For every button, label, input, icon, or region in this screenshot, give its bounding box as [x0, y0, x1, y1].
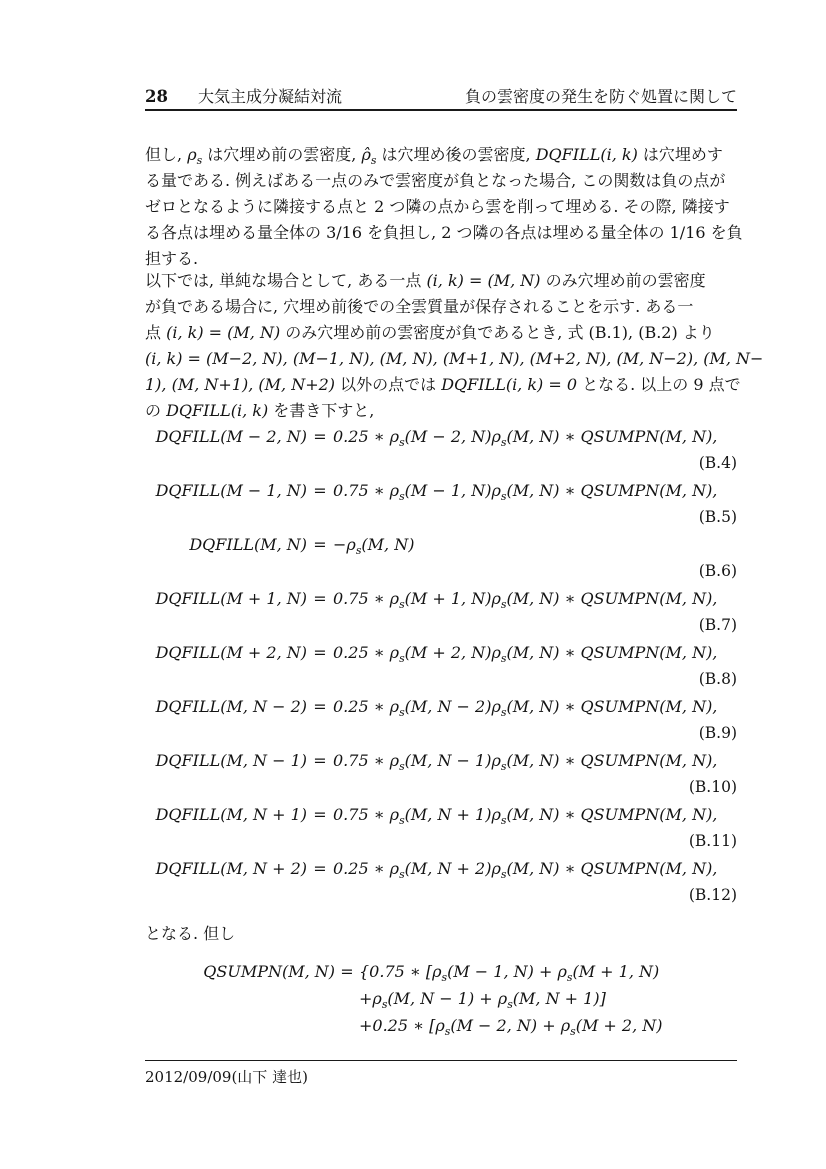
text-line: が負である場合に, 穴埋め前後での全雲質量が保存されることを示す. ある一: [145, 297, 694, 316]
qsumpn-definition: [145, 958, 737, 1039]
equation-number: (B.9): [698, 724, 737, 742]
text-line: 担する.: [145, 249, 199, 268]
equation-number: (B.12): [688, 886, 737, 904]
closing-text: となる. 但し: [145, 924, 236, 943]
text-line: の DQFILL(i, k) を書き下すと,: [145, 401, 375, 420]
equation-number: (B.5): [698, 508, 737, 526]
equation-b6: [145, 531, 737, 585]
page-header: [145, 86, 737, 108]
header-rule: [145, 109, 737, 111]
equation-lhs: DQFILL(M, N + 1): [155, 805, 307, 824]
equals-sign: =: [313, 805, 327, 824]
equation-lhs: DQFILL(M + 1, N): [155, 589, 307, 608]
equation-block: [145, 423, 737, 909]
equation-b7: [145, 585, 737, 639]
qsumpn-lhs: QSUMPN(M, N): [203, 962, 335, 981]
equation-lhs: DQFILL(M − 1, N): [155, 481, 307, 500]
equals-sign: =: [340, 962, 354, 981]
text-line: る量である. 例えばある一点のみで雲密度が負となった場合, この関数は負の点が: [145, 171, 726, 190]
equation-number: (B.7): [698, 616, 737, 634]
equation-lhs: DQFILL(M, N + 2): [155, 859, 307, 878]
text-line: ゼロとなるように隣接する点と 2 つ隣の点から雲を削って埋める. その際, 隣接す: [145, 197, 730, 216]
qsumpn-rhs-line: {0.75 ∗ [$\rho_s(M - 1$, $N) + \rho_s(M + 1$, N): [359, 962, 660, 985]
equation-b11: [145, 801, 737, 855]
text-line: (i, k) = (M−2, N), (M−1, N), (M, N), (M+1, N), (M+2, N), (M, N−2), (M, N−: [145, 349, 764, 368]
qsumpn-rhs-line: $+\rho_s(M$, $N - 1) + \rho_s(M$, N + 1)]: [359, 989, 606, 1012]
equation-rhs: 0.75 ∗ $\rho_s(M + 1$, $N)\rho_s(M$, N) ∗ QSUMPN(M, N),: [333, 589, 718, 612]
equation-b10: [145, 747, 737, 801]
equals-sign: =: [313, 859, 327, 878]
equation-b12: [145, 855, 737, 909]
equation-b4: [145, 423, 737, 477]
equation-rhs: 0.25 ∗ $\rho_s(M$, $N + 2)\rho_s(M$, N) ∗ QSUMPN(M, N),: [333, 859, 718, 882]
equation-rhs: 0.75 ∗ $\rho_s(M - 1$, $N)\rho_s(M$, N) ∗ QSUMPN(M, N),: [333, 481, 718, 504]
text-line: 点 (i, k) = (M, N) のみ穴埋め前の雲密度が負であるとき, 式 (B.1), (B.2) より: [145, 323, 715, 342]
equation-lhs: DQFILL(M, N − 2): [155, 697, 307, 716]
equation-rhs: 0.75 ∗ $\rho_s(M$, $N + 1)\rho_s(M$, N) ∗ QSUMPN(M, N),: [333, 805, 718, 828]
text-line: る各点は埋める量全体の 3/16 を負担し, 2 つ隣の各点は埋める量全体の 1/16 を負: [145, 223, 743, 242]
header-right-title: 負の雲密度の発生を防ぐ処置に関して: [464, 87, 737, 106]
text-line: 以下では, 単純な場合として, ある一点 (i, k) = (M, N) のみ穴埋め前の雲密度: [145, 271, 706, 290]
equals-sign: =: [313, 481, 327, 500]
equation-rhs: 0.75 ∗ $\rho_s(M$, $N - 1)\rho_s(M$, N) ∗ QSUMPN(M, N),: [333, 751, 718, 774]
equals-sign: =: [313, 535, 327, 554]
equation-lhs: DQFILL(M + 2, N): [155, 643, 307, 662]
equation-lhs: DQFILL(M, N − 1): [155, 751, 307, 770]
page-number: 28: [145, 87, 168, 106]
equals-sign: =: [313, 427, 327, 446]
equation-rhs: 0.25 ∗ $\rho_s(M + 2$, $N)\rho_s(M$, N) ∗ QSUMPN(M, N),: [333, 643, 718, 666]
equation-b5: [145, 477, 737, 531]
equation-b9: [145, 693, 737, 747]
equation-rhs: 0.25 ∗ $\rho_s(M$, $N - 2)\rho_s(M$, N) ∗ QSUMPN(M, N),: [333, 697, 718, 720]
equation-rhs: $-\rho_s(M$, N): [333, 535, 415, 558]
equation-number: (B.4): [698, 454, 737, 472]
equals-sign: =: [313, 697, 327, 716]
footer-date: 2012/09/09(山下 達也): [145, 1068, 308, 1086]
equals-sign: =: [313, 751, 327, 770]
equals-sign: =: [313, 589, 327, 608]
text-line: 1), (M, N+1), (M, N+2) 以外の点では DQFILL(i, k) = 0 となる. 以上の 9 点で: [145, 375, 741, 394]
text-line: 但し, $\rho_s$ は穴埋め前の雲密度, $\rhô_s$ は穴埋め後の雲密度, DQFILL(i, k) は穴埋めす: [145, 145, 723, 168]
equation-number: (B.10): [688, 778, 737, 796]
paragraph-1: [145, 142, 745, 272]
equation-lhs: DQFILL(M, N): [189, 535, 307, 554]
equation-number: (B.8): [698, 670, 737, 688]
footer-rule: [145, 1060, 737, 1061]
equation-number: (B.11): [688, 832, 737, 850]
equation-lhs: DQFILL(M − 2, N): [155, 427, 307, 446]
header-left-title: 大気主成分凝結対流: [197, 87, 342, 106]
qsumpn-rhs: [359, 958, 663, 1039]
equals-sign: =: [313, 643, 327, 662]
equation-number: (B.6): [698, 562, 737, 580]
paragraph-2: [145, 268, 764, 424]
equation-b8: [145, 639, 737, 693]
equation-rhs: 0.25 ∗ $\rho_s(M - 2$, $N)\rho_s(M$, N) ∗ QSUMPN(M, N),: [333, 427, 718, 450]
qsumpn-rhs-line: +0.25 ∗ [$\rho_s(M - 2$, $N) + \rho_s(M + 2$, N): [359, 1016, 663, 1039]
